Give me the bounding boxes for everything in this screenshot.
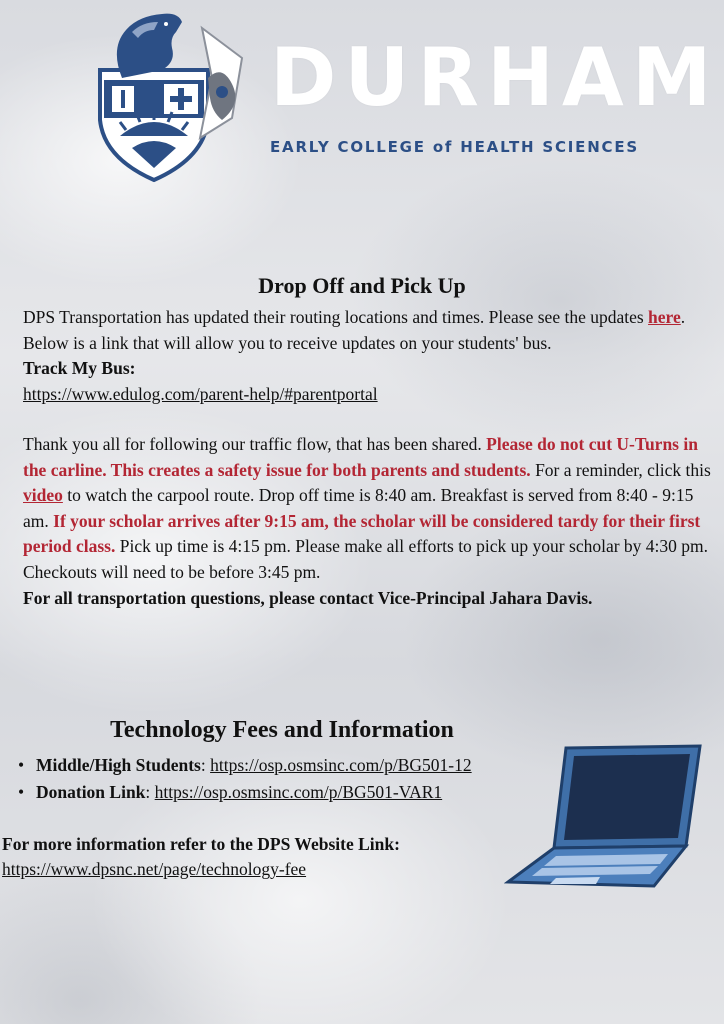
text: DPS Transportation has updated their routing locations and times. Please see the updates <box>23 307 649 327</box>
here-link[interactable]: here <box>648 307 681 327</box>
school-crest-logo <box>92 8 244 186</box>
list-item: • Donation Link: https://osp.osmsinc.com/p/BG501-VAR1 <box>14 779 534 806</box>
text: For a reminder, click this <box>530 459 711 480</box>
more-info <box>2 832 522 882</box>
transportation-contact: For all transportation questions, please contact Vice-Principal Jahara Davis. <box>23 587 593 608</box>
brand-name: DURHAM <box>270 31 720 124</box>
list-item: • Middle/High Students: https://osp.osmsinc.com/p/BG501-12 <box>14 752 534 779</box>
track-my-bus-link[interactable]: https://www.edulog.com/parent-help/#parentportal <box>23 383 378 404</box>
dropoff-title: Drop Off and Pick Up <box>258 273 466 298</box>
brand-subtitle: EARLY COLLEGE of HEALTH SCIENCES <box>270 138 640 156</box>
more-info-label: For more information refer to the DPS Website Link: <box>2 834 400 854</box>
tardy-warning: If your scholar arrives after 9:15 am, the scholar will be considered tardy for their first period class. <box>23 510 701 557</box>
donation-label: Donation Link <box>36 782 146 802</box>
text: to watch the carpool route. Drop off time is 8:40 am. Breakfast is served from 8:40 - 9:15 am. <box>23 485 694 531</box>
video-link[interactable]: video <box>23 485 63 506</box>
technology-title: Technology Fees and Information <box>110 717 454 743</box>
dropoff-paragraph-2 <box>23 432 723 611</box>
text: Thank you all for following our traffic flow, that has been shared. <box>23 434 487 454</box>
donation-link[interactable]: https://osp.osmsinc.com/p/BG501-VAR1 <box>154 782 443 802</box>
track-my-bus-label: Track My Bus: <box>23 358 136 379</box>
dropoff-paragraph-1 <box>23 305 723 407</box>
text: . Below is a link that will allow you to receive updates on your students' bus. <box>23 307 686 353</box>
technology-links-list <box>14 752 534 806</box>
middle-high-link[interactable]: https://osp.osmsinc.com/p/BG501-12 <box>210 755 472 775</box>
brand-block <box>270 31 720 156</box>
laptop-icon <box>504 738 704 890</box>
uturn-warning: Please do not cut U-Turns in the carline. This creates a safety issue for both parents and students. <box>23 434 698 480</box>
dps-website-link[interactable]: https://www.dpsnc.net/page/technology-fee <box>2 859 307 879</box>
text: Pick up time is 4:15 pm. Please make all efforts to pick up your scholar by 4:30 pm. Checkouts will need to be before 3:45 pm. <box>23 536 709 582</box>
middle-high-label: Middle/High Students <box>36 755 201 775</box>
